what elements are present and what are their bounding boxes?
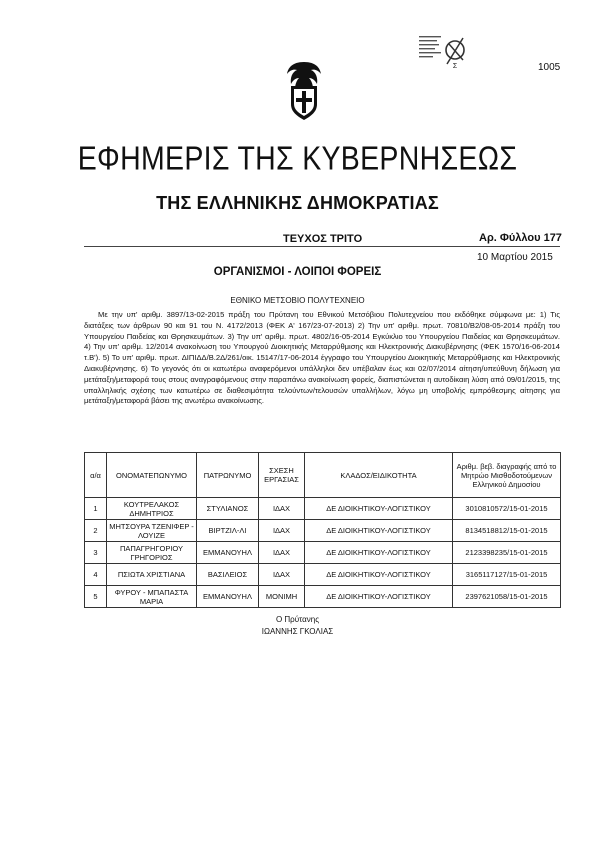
row-full-name: ΦΥΡΟΥ - ΜΠΑΠΑΣΤΑ ΜΑΡΙΑ (107, 586, 197, 608)
row-index: 2 (85, 520, 107, 542)
signatory-role: Ο Πρύτανης (275, 615, 320, 624)
row-employment-type: ΙΔΑΧ (259, 520, 305, 542)
row-employment-type: ΙΔΑΧ (259, 498, 305, 520)
row-full-name: ΚΟΥΤΡΕΛΑΚΟΣ ΔΗΜΗΤΡΙΟΣ (107, 498, 197, 520)
row-certificate-number: 8134518812/15-01-2015 (453, 520, 561, 542)
digital-signature-stamp-icon (419, 34, 471, 70)
column-header-branch: ΚΛΑΔΟΣ/ΕΙΔΙΚΟΤΗΤΑ (305, 453, 453, 498)
row-index: 5 (85, 586, 107, 608)
employees-table (84, 452, 561, 608)
row-index: 3 (85, 542, 107, 564)
signatory-name: ΙΩΑΝΝΗΣ ΓΚΟΛΙΑΣ (261, 627, 334, 636)
row-certificate-number: 3010810572/15-01-2015 (453, 498, 561, 520)
table-row (85, 564, 561, 586)
decision-body (84, 310, 560, 407)
row-certificate-number: 2397621058/15-01-2015 (453, 586, 561, 608)
header-divider (84, 246, 560, 247)
issue-date: 10 Μαρτίου 2015 (477, 252, 553, 263)
greek-coat-of-arms-icon (284, 60, 324, 122)
column-header-index: α/α (85, 453, 107, 498)
column-header-certificate-number: Αριθμ. βεβ. διαγραφής από το Μητρώο Μισθοδοτούμενων Ελληνικού Δημοσίου (453, 453, 561, 498)
organization-name: ΕΘΝΙΚΟ ΜΕΤΣΟΒΙΟ ΠΟΛΥΤΕΧΝΕΙΟ (230, 296, 365, 305)
row-father-name: ΒΑΣΙΛΕΙΟΣ (197, 564, 259, 586)
row-branch: ΔΕ ΔΙΟΙΚΗΤΙΚΟΥ-ΛΟΓΙΣΤΙΚΟΥ (305, 498, 453, 520)
page-number: 1005 (538, 62, 561, 73)
row-employment-type: ΜΟΝΙΜΗ (259, 586, 305, 608)
row-full-name: ΠΑΠΑΓΡΗΓΟΡΙΟΥ ΓΡΗΓΟΡΙΟΣ (107, 542, 197, 564)
gazette-title: ΕΦΗΜΕΡΙΣ ΤΗΣ ΚΥΒΕΡΝΗΣΕΩΣ (77, 140, 518, 178)
column-header-father-name: ΠΑΤΡΩΝΥΜΟ (197, 453, 259, 498)
row-father-name: ΕΜΜΑΝΟΥΗΛ (197, 542, 259, 564)
row-branch: ΔΕ ΔΙΟΙΚΗΤΙΚΟΥ-ΛΟΓΙΣΤΙΚΟΥ (305, 520, 453, 542)
row-branch: ΔΕ ΔΙΟΙΚΗΤΙΚΟΥ-ΛΟΓΙΣΤΙΚΟΥ (305, 586, 453, 608)
issue-label: ΤΕΥΧΟΣ ΤΡΙΤΟ (283, 233, 363, 245)
decision-paragraph: Με την υπ' αριθμ. 3897/13-02-2015 πράξη του Πρύτανη του Εθνικού Μετσόβιου Πολυτεχνείου που εκδόθηκε σύμφωνα με: 1) Τις διατάξεις των άρθρων 90 και 91 του Ν. 4172/2013 (ΦΕΚ Α' 167/23-07-2013) 2) Την υπ' αριθμ. πρωτ. 70810/Β2/08-05-2014 πράξη του Υπουργείου Παιδείας και Θρησκευμάτων. 3) Την υπ' αριθμ. πρωτ. 4802/16-05-2014 Εγκύκλιο του Υπουργείου Παιδείας και Θρησκευμάτων. 4) Την υπ' αριθμ. 12/2014 ανακοίνωση του Υπουργού Διοικητικής Μεταρρύθμισης και Ηλεκτρονικής Διακυβέρνησης (ΦΕΚ 1570/16-06-2014 τ.Β'). 5) Το υπ' αριθμ. πρωτ. ΔΙΠΙΔΔ/Β.2Δ/261/οικ. 15147/17-06-2014 έγγραφο του Υπουργείου Διοικητικής Μεταρρύθμισης και Ηλεκτρονικής Διακυβέρνησης. 6) Το γεγονός ότι οι κατωτέρω αναφερόμενοι υπάλληλοι δεν υπέβαλαν έως και 02/07/2014 αίτηση/υπεύθυνη δήλωση για μετάταξη/μεταφορά τους στους αναγραφόμενους στην παραπάνω ανακοίνωση φορείς, διαπιστώνεται η αυτοδίκαιη λύση από 09/01/2015, της υπαλληλικής σχέσης των κατωτέρω σε διαθεσιμότητα τελούντων/τελουσών υπαλλήλων, λόγω μη υποβολής εμπρόθεσμης αίτησης για μετάταξη/μεταφορά βάσει της ανωτέρω ανακοίνωσης. (84, 310, 560, 406)
column-header-employment-type: ΣΧΕΣΗ ΕΡΓΑΣΙΑΣ (259, 453, 305, 498)
table-row (85, 542, 561, 564)
row-full-name: ΜΗΤΣΟΥΡΑ ΤΖΕΝΙΦΕΡ - ΛΟΥΙΖΕ (107, 520, 197, 542)
section-title: ΟΡΓΑΝΙΣΜΟΙ - ΛΟΙΠΟΙ ΦΟΡΕΙΣ (213, 266, 382, 278)
row-certificate-number: 2123398235/15-01-2015 (453, 542, 561, 564)
sheet-number: Αρ. Φύλλου 177 (479, 232, 562, 244)
row-father-name: ΕΜΜΑΝΟΥΗΛ (197, 586, 259, 608)
row-branch: ΔΕ ΔΙΟΙΚΗΤΙΚΟΥ-ΛΟΓΙΣΤΙΚΟΥ (305, 542, 453, 564)
row-father-name: ΣΤΥΛΙΑΝΟΣ (197, 498, 259, 520)
row-father-name: ΒΙΡΤΖΙΛ-ΛΙ (197, 520, 259, 542)
row-full-name: ΠΣΙΩΤΑ ΧΡΙΣΤΙΑΝΑ (107, 564, 197, 586)
column-header-full-name: ΟΝΟΜΑΤΕΠΩΝΥΜΟ (107, 453, 197, 498)
row-branch: ΔΕ ΔΙΟΙΚΗΤΙΚΟΥ-ΛΟΓΙΣΤΙΚΟΥ (305, 564, 453, 586)
table-row (85, 586, 561, 608)
signature-block (0, 614, 595, 638)
row-index: 4 (85, 564, 107, 586)
gazette-subtitle: ΤΗΣ ΕΛΛΗΝΙΚΗΣ ΔΗΜΟΚΡΑΤΙΑΣ (156, 193, 439, 213)
table-row (85, 520, 561, 542)
table-header-row (85, 453, 561, 498)
row-employment-type: ΙΔΑΧ (259, 542, 305, 564)
row-certificate-number: 3165117127/15-01-2015 (453, 564, 561, 586)
row-index: 1 (85, 498, 107, 520)
svg-text:Σ: Σ (452, 63, 458, 70)
table-row (85, 498, 561, 520)
row-employment-type: ΙΔΑΧ (259, 564, 305, 586)
